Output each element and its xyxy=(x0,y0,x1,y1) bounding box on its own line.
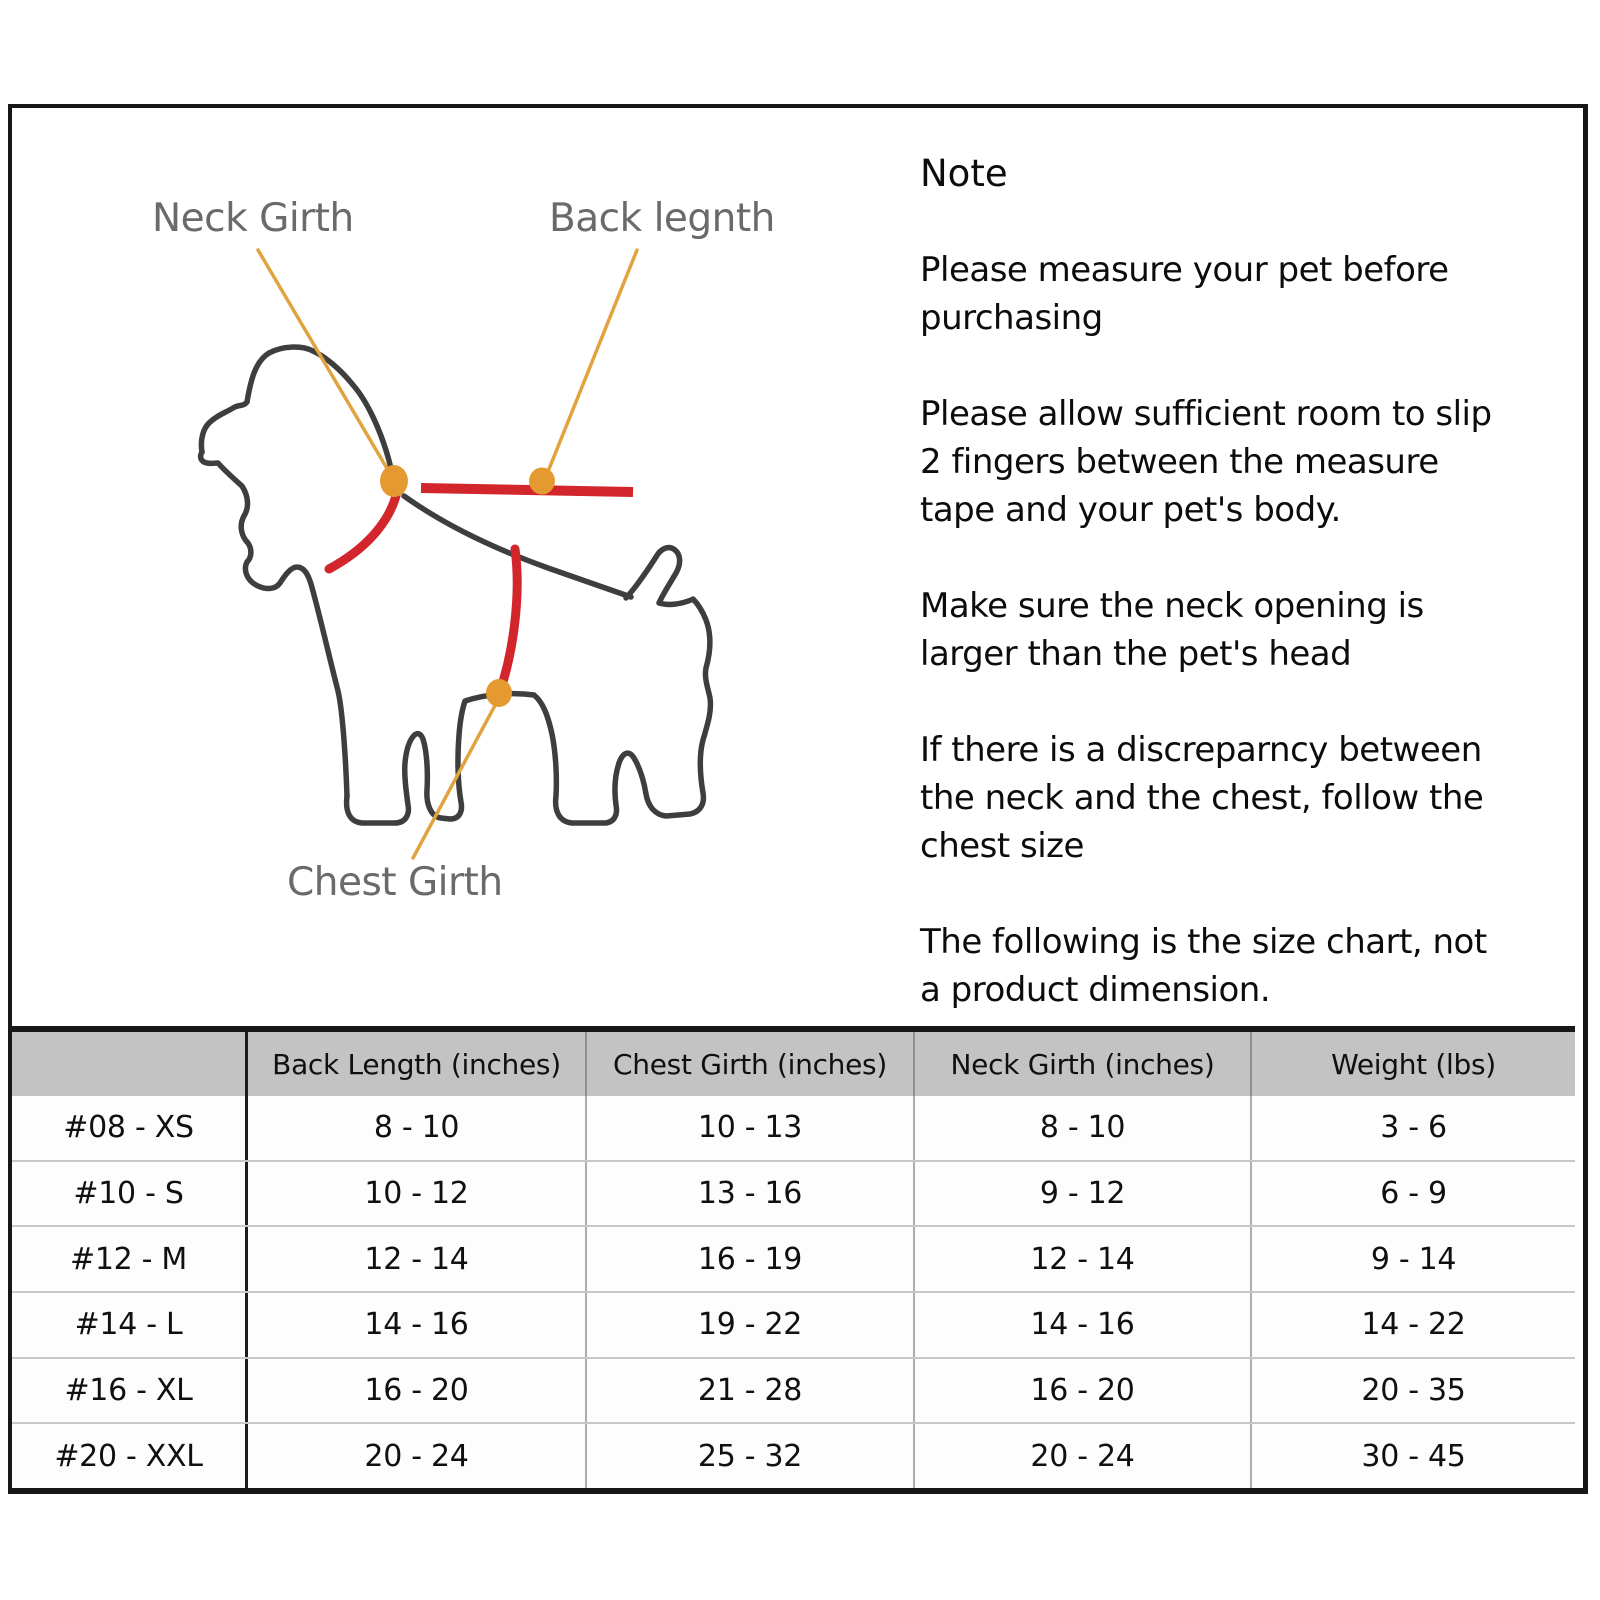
note-line: Please measure your pet before xyxy=(920,250,1449,290)
note-paragraph xyxy=(920,390,1580,534)
note-line: larger than the pet's head xyxy=(920,634,1352,674)
size-cell: #12 - M xyxy=(70,1241,187,1277)
value-cell: 16 - 20 xyxy=(913,1359,1250,1423)
table-row xyxy=(12,1160,1575,1226)
size-cell: #08 - XS xyxy=(63,1110,194,1146)
value-cell: 25 - 32 xyxy=(585,1424,913,1488)
value-cell: 19 - 22 xyxy=(585,1293,913,1357)
back-length-label: Back legnth xyxy=(549,196,775,241)
value-cell: 10 - 12 xyxy=(245,1162,585,1226)
value-cell: 6 - 9 xyxy=(1250,1162,1575,1226)
table-row xyxy=(12,1357,1575,1423)
chest-girth-column-header: Chest Girth (inches) xyxy=(585,1032,913,1096)
note-heading: Note xyxy=(920,152,1008,195)
table-header-row xyxy=(12,1032,1575,1096)
note-paragraphs xyxy=(920,246,1580,1014)
note-line: If there is a discreparncy between xyxy=(920,730,1482,770)
table-row xyxy=(12,1096,1575,1160)
note-line: chest size xyxy=(920,826,1084,866)
table-row xyxy=(12,1225,1575,1291)
size-table xyxy=(12,1026,1575,1488)
note-line: Please allow sufficient room to slip xyxy=(920,394,1492,434)
value-cell: 16 - 20 xyxy=(245,1359,585,1423)
value-cell: 9 - 12 xyxy=(913,1162,1250,1226)
value-cell: 16 - 19 xyxy=(585,1227,913,1291)
size-cell: #14 - L xyxy=(74,1307,183,1343)
note-paragraph xyxy=(920,918,1580,1014)
note-line: a product dimension. xyxy=(920,970,1271,1010)
value-cell: 14 - 22 xyxy=(1250,1293,1575,1357)
note-line: purchasing xyxy=(920,298,1103,338)
value-cell: 12 - 14 xyxy=(245,1227,585,1291)
note-line: 2 fingers between the measure xyxy=(920,442,1439,482)
note-line: Make sure the neck opening is xyxy=(920,586,1424,626)
value-cell: 3 - 6 xyxy=(1250,1096,1575,1160)
neck-girth-column-header: Neck Girth (inches) xyxy=(913,1032,1250,1096)
value-cell: 21 - 28 xyxy=(585,1359,913,1423)
note-paragraph xyxy=(920,582,1580,678)
note-line: the neck and the chest, follow the xyxy=(920,778,1484,818)
chest-girth-label: Chest Girth xyxy=(287,860,503,905)
value-cell: 8 - 10 xyxy=(245,1096,585,1160)
note-paragraph xyxy=(920,246,1580,342)
value-cell: 10 - 13 xyxy=(585,1096,913,1160)
size-column-header xyxy=(12,1032,245,1096)
back-length-column-header: Back Length (inches) xyxy=(245,1032,585,1096)
size-cell: #20 - XXL xyxy=(54,1438,203,1474)
note-paragraph xyxy=(920,726,1580,870)
value-cell: 30 - 45 xyxy=(1250,1424,1575,1488)
value-cell: 14 - 16 xyxy=(913,1293,1250,1357)
value-cell: 12 - 14 xyxy=(913,1227,1250,1291)
value-cell: 8 - 10 xyxy=(913,1096,1250,1160)
size-cell: #10 - S xyxy=(73,1176,184,1211)
table-row xyxy=(12,1291,1575,1357)
neck-girth-label: Neck Girth xyxy=(152,196,354,241)
value-cell: 9 - 14 xyxy=(1250,1227,1575,1291)
note-line: tape and your pet's body. xyxy=(920,490,1341,530)
note-line: The following is the size chart, not xyxy=(920,922,1487,962)
value-cell: 13 - 16 xyxy=(585,1162,913,1226)
value-cell: 20 - 24 xyxy=(913,1424,1250,1488)
size-cell: #16 - XL xyxy=(64,1373,193,1409)
weight-column-header: Weight (lbs) xyxy=(1250,1032,1575,1096)
value-cell: 14 - 16 xyxy=(245,1293,585,1357)
value-cell: 20 - 24 xyxy=(245,1424,585,1488)
value-cell: 20 - 35 xyxy=(1250,1359,1575,1423)
table-row xyxy=(12,1422,1575,1488)
note-block xyxy=(920,150,1580,1062)
